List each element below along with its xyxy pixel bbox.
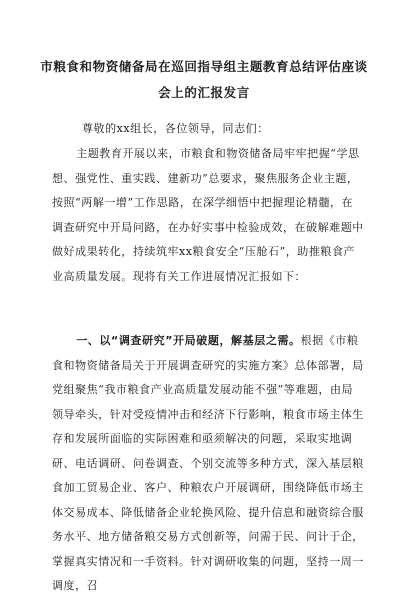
document-title-line1: 市粮食和物资储备局在巡回指导组主题教育总结评估座谈: [40, 59, 368, 74]
intro-paragraph: 主题教育开展以来，市粮食和物资储备局牢牢把握“学思想、强党性、重实践、建新功”总要求，聚焦服务企业主题，按照“两解一增”工作思路，在深学细悟中把握理论精髓，在调查研究中开局问路，在办好实事中检验成效，在破解难题中做好成果转化，持续筑牢xx粮食安全“压舱石”，助推粮食产业高质量发展。现将有关工作进展情况汇报如下：: [52, 147, 364, 283]
section-1-heading: 一、以“调查研究”开局破题，解基层之需。: [76, 334, 301, 347]
section-1-body: 根据《市粮食和物资储备局关于开展调查研究的实施方案》总体部署，局党组聚焦“我市粮食产业高质量发展动能不强”等难题，由局领导牵头，针对受疫情冲击和经济下行影响，粮食市场主体生存和发展所面临的实际困难和亟须解决的问题，采取实地调研、电话调研、问卷调查、个别交流等多种方式，深入基层粮食加工贸易企业、客户、种粮农户开展调研，围绕降低市场主体交易成本、降低储备企业轮换风险、提升信息和融资综合服务水平、地方储备粮交易方式创新等，问需于民、问计于企，掌握真实情况和一手资料。针对调研收集的问题，坚持一周一调度，召: [52, 334, 364, 592]
document-title-line2: 会上的汇报发言: [158, 85, 250, 100]
section-1-paragraph: [52, 329, 364, 599]
salutation: 尊敬的xx组长，各位领导，同志们：: [82, 122, 269, 135]
